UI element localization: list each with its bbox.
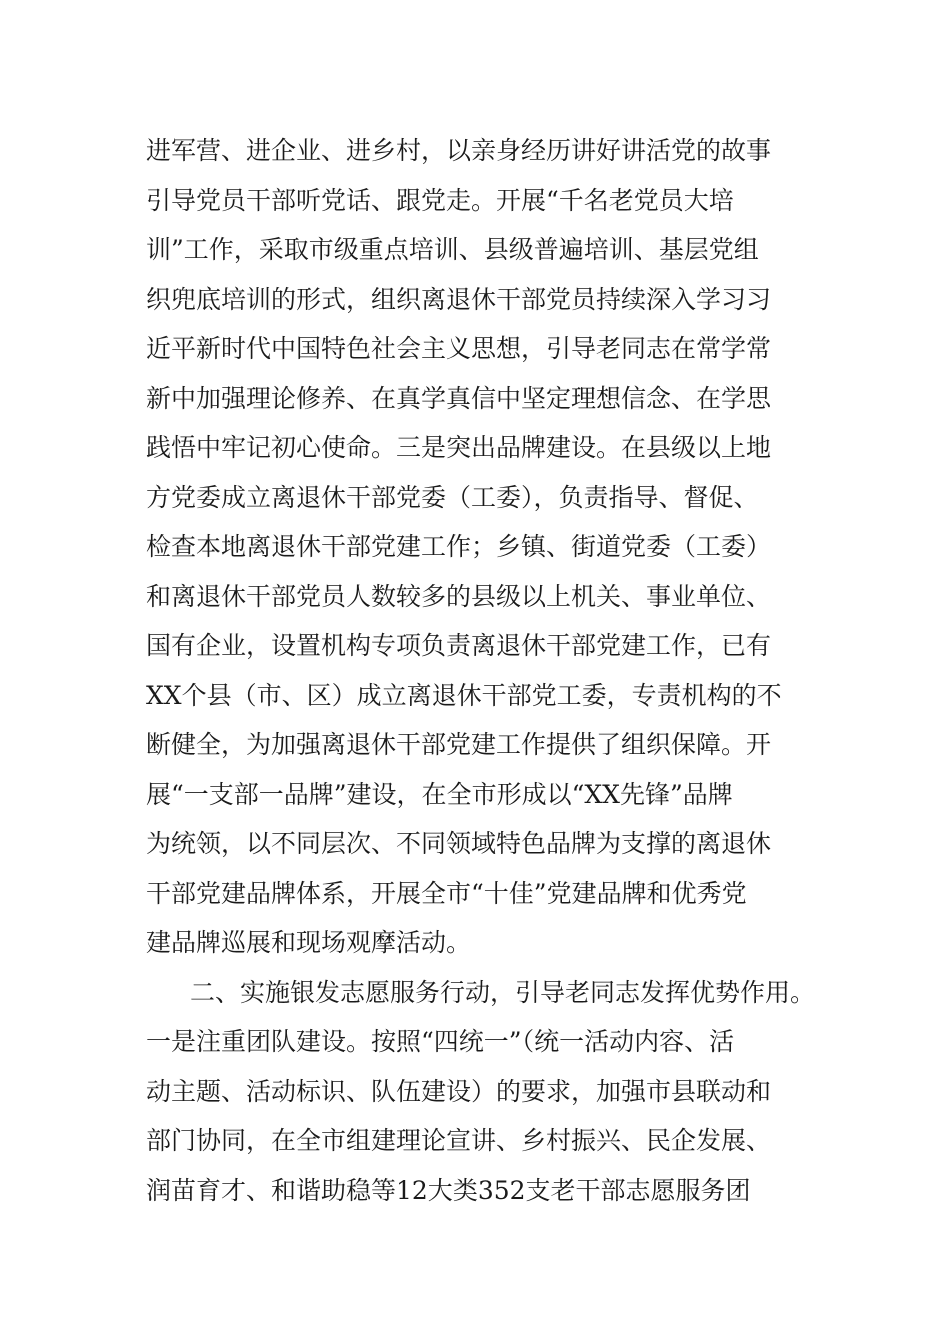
text-line: 践悟中牢记初心使命。三是突出品牌建设。在县级以上地 xyxy=(146,433,772,462)
text-line: 建品牌巡展和现场观摩活动。 xyxy=(146,928,472,957)
text-line: 和离退休干部党员人数较多的县级以上机关、事业单位、 xyxy=(146,581,772,611)
text-line: 引导党员干部听党话、跟党走。开展“千名老党员大培 xyxy=(146,185,734,215)
body-text xyxy=(146,126,846,1215)
text-line: 断健全，为加强离退休干部党建工作提供了组织保障。开 xyxy=(146,730,772,759)
text-line: 检查本地离退休干部党建工作；乡镇、街道党委（工委） xyxy=(146,532,772,561)
text-line: 织兜底培训的形式，组织离退休干部党员持续深入学习习 xyxy=(146,284,772,314)
text-line: 润苗育才、和谐助稳等12大类352支老干部志愿服务团 xyxy=(146,1175,751,1205)
text-line: 国有企业，设置机构专项负责离退休干部党建工作，已有 xyxy=(146,631,772,660)
section-heading-line: 二、实施银发志愿服务行动，引导老同志发挥优势作用。 xyxy=(190,977,816,1007)
text-line: 方党委成立离退休干部党委（工委），负责指导、督促、 xyxy=(146,482,759,512)
text-line: 进军营、进企业、进乡村，以亲身经历讲好讲活党的故事 xyxy=(146,136,772,165)
text-line: 部门协同，在全市组建理论宣讲、乡村振兴、民企发展、 xyxy=(146,1126,772,1155)
text-line: 近平新时代中国特色社会主义思想，引导老同志在常学常 xyxy=(146,334,772,363)
text-line: 一是注重团队建设。按照“四统一”（统一活动内容、活 xyxy=(146,1027,735,1056)
text-line: 新中加强理论修养、在真学真信中坚定理想信念、在学思 xyxy=(146,383,772,413)
text-line: XX个县（市、区）成立离退休干部党工委，专责机构的不 xyxy=(146,680,782,710)
text-line: 干部党建品牌体系，开展全市“十佳”党建品牌和优秀党 xyxy=(146,878,747,908)
text-line: 动主题、活动标识、队伍建设）的要求，加强市县联动和 xyxy=(146,1076,772,1106)
text-line: 为统领，以不同层次、不同领域特色品牌为支撑的离退休 xyxy=(146,829,772,858)
text-line: 训”工作，采取市级重点培训、县级普遍培训、基层党组 xyxy=(146,235,759,264)
text-line: 展“一支部一品牌”建设，在全市形成以“XX先锋”品牌 xyxy=(146,779,733,809)
